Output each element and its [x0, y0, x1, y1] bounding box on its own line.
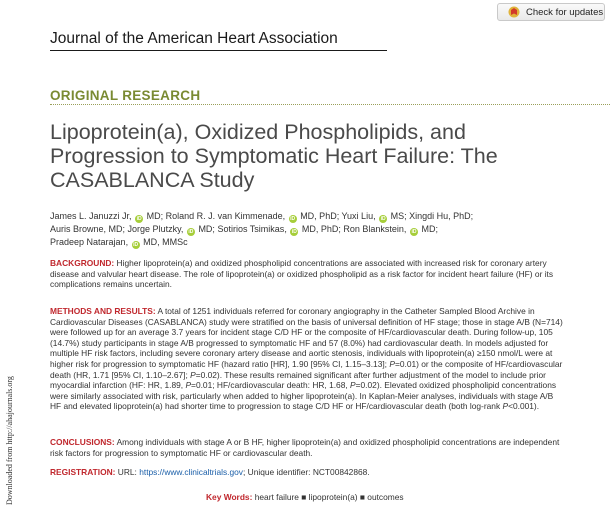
methods-text: =0.02). These results remained significant after further adjustment of the model to include prior myocardial infarction (HF: HR, 1.89,	[50, 369, 546, 391]
methods-text: =0.01; HF/cardiovascular death: HR, 1.68,	[191, 380, 348, 391]
orcid-icon[interactable]: iD	[291, 229, 297, 235]
author-degrees: MD;	[146, 211, 164, 221]
check-updates-icon	[508, 6, 520, 18]
background-paragraph	[50, 258, 565, 290]
conclusions-paragraph	[50, 437, 565, 458]
keyword-separator: ■	[359, 492, 365, 502]
author-degrees: MD;	[421, 224, 438, 234]
keyword[interactable]: heart failure	[254, 492, 299, 502]
p-symbol: P	[190, 369, 196, 380]
orcid-icon[interactable]: iD	[411, 229, 417, 235]
orcid-icon[interactable]: iD	[133, 242, 139, 248]
download-watermark: Downloaded from http://ahajournals.org	[5, 376, 14, 505]
author-degrees: MD, PhD;	[301, 224, 341, 234]
conclusions-label: CONCLUSIONS:	[50, 437, 115, 447]
author-name[interactable]: Sotirios Tsimikas	[217, 224, 285, 234]
author-degrees: MD, PhD;	[300, 211, 340, 221]
orcid-icon[interactable]: iD	[188, 229, 194, 235]
author-list: James L. Januzzi Jr, iD MD; Roland R. J. van Kimmenade, iD MD, PhD; Yuxi Liu, iD MS; Xingdi Hu, PhD; Auris Browne, MD; Jorge Plutzky, iD MD; Sotirios Tsimikas, iD MD, PhD; Ron Blankstein, iD MD; Pradeep Natarajan, iD MD, MMSc	[50, 211, 474, 248]
registration-label: REGISTRATION:	[50, 467, 116, 477]
author-degrees: MS;	[390, 211, 407, 221]
check-for-updates-label: Check for updates	[526, 6, 604, 18]
p-symbol: P	[389, 358, 395, 369]
keyword[interactable]: lipoprotein(a)	[308, 492, 358, 502]
conclusions-text: Among individuals with stage A or B HF, higher lipoprotein(a) and oxidized phospholipid concentrations are independent risk factors for progression to symptomatic HF or cardiovascular death.	[50, 437, 560, 458]
methods-text: A total of 1251 individuals referred for coronary angiography in the Catheter Sampled Blood Archive in Cardiovascular Diseases (CASABLANCA) study were stratified on the basis of universal definition of HF stage; those in stage A/B (N=714) were followed up for an average 3.7 years for incident stage C/D HF or the composite of HF/cardiovascular death. During follow-up, 105 (14.7%) study participants in stage A/B progressed to symptomatic HF and 57 (8.0%) had cardiovascular death. In models adjusted for multiple HF risk factors, including severe coronary artery disease and aortic stenosis, individuals with lipoprotein(a) ≥150 nmol/L were at higher risk for progression to symptomatic HF (hazard ratio [HR], 1.90 [95% CI, 1.15–3.13];	[50, 306, 563, 369]
methods-text: =0.01) or the composite of HF/cardiovascular death (HR, 1.71 [95% CI, 1.10–2.67];	[50, 358, 563, 380]
journal-name[interactable]: Journal of the American Heart Association	[50, 30, 338, 47]
keyword-separator: ■	[301, 492, 307, 502]
background-text: Higher lipoprotein(a) and oxidized phospholipid concentrations are associated with increased risk for coronary artery disease and valvular heart disease. The role of lipoprotein(a) or oxidized phospholipid as a risk factor for incident heart failure (HF) or its complications remains uncertain.	[50, 258, 554, 290]
author-name[interactable]: Auris Browne, MD;	[50, 224, 126, 234]
background-label: BACKGROUND:	[50, 258, 115, 268]
author-name[interactable]: Xingdi Hu, PhD;	[409, 211, 474, 221]
author-name[interactable]: Pradeep Natarajan	[50, 237, 126, 247]
keywords-label: Key Words:	[206, 492, 253, 502]
section-label: ORIGINAL RESEARCH	[50, 88, 201, 103]
author-degrees: MD, MMSc	[143, 237, 188, 247]
author-name[interactable]: James L. Januzzi Jr,	[50, 211, 132, 221]
orcid-icon[interactable]: iD	[290, 216, 296, 222]
methods-paragraph	[50, 306, 565, 412]
check-for-updates-button[interactable]	[497, 3, 605, 21]
registration-link[interactable]: https://www.clinicaltrials.gov	[139, 467, 243, 477]
methods-label: METHODS AND RESULTS:	[50, 306, 156, 316]
article-title: Lipoprotein(a), Oxidized Phospholipids, and Progression to Symptomatic Heart Failure: The CASABLANCA Study	[50, 120, 498, 192]
orcid-icon[interactable]: iD	[380, 216, 386, 222]
author-name[interactable]: Roland R. J. van Kimmenade	[165, 211, 283, 221]
author-name[interactable]: Ron Blankstein	[343, 224, 404, 234]
keywords-line	[206, 492, 404, 502]
methods-text: =0.02). Elevated oxidized phospholipid concentrations were similarly associated with risk, particularly when added to higher lipoprotein(a). In Kaplan-Meier analyses, individuals with stage A/B HF and elevated lipoprotein(a) had shorter time to progression to stage C/D HF or HF/cardiovascular death (both log-rank	[50, 380, 557, 412]
registration-paragraph	[50, 467, 565, 478]
author-name[interactable]: Yuxi Liu	[341, 211, 374, 221]
journal-underline	[50, 50, 387, 51]
registration-url-prefix: URL:	[117, 467, 137, 477]
methods-text: <0.001).	[508, 401, 540, 412]
author-name[interactable]: Jorge Plutzky	[127, 224, 181, 234]
p-symbol: P	[350, 380, 356, 391]
registration-identifier: ; Unique identifier: NCT00842868.	[243, 467, 370, 477]
p-symbol: P	[185, 380, 192, 391]
author-degrees: MD;	[198, 224, 215, 234]
p-symbol: P	[502, 401, 509, 412]
orcid-icon[interactable]: iD	[136, 216, 142, 222]
section-divider	[50, 104, 610, 105]
keyword[interactable]: outcomes	[367, 492, 404, 502]
